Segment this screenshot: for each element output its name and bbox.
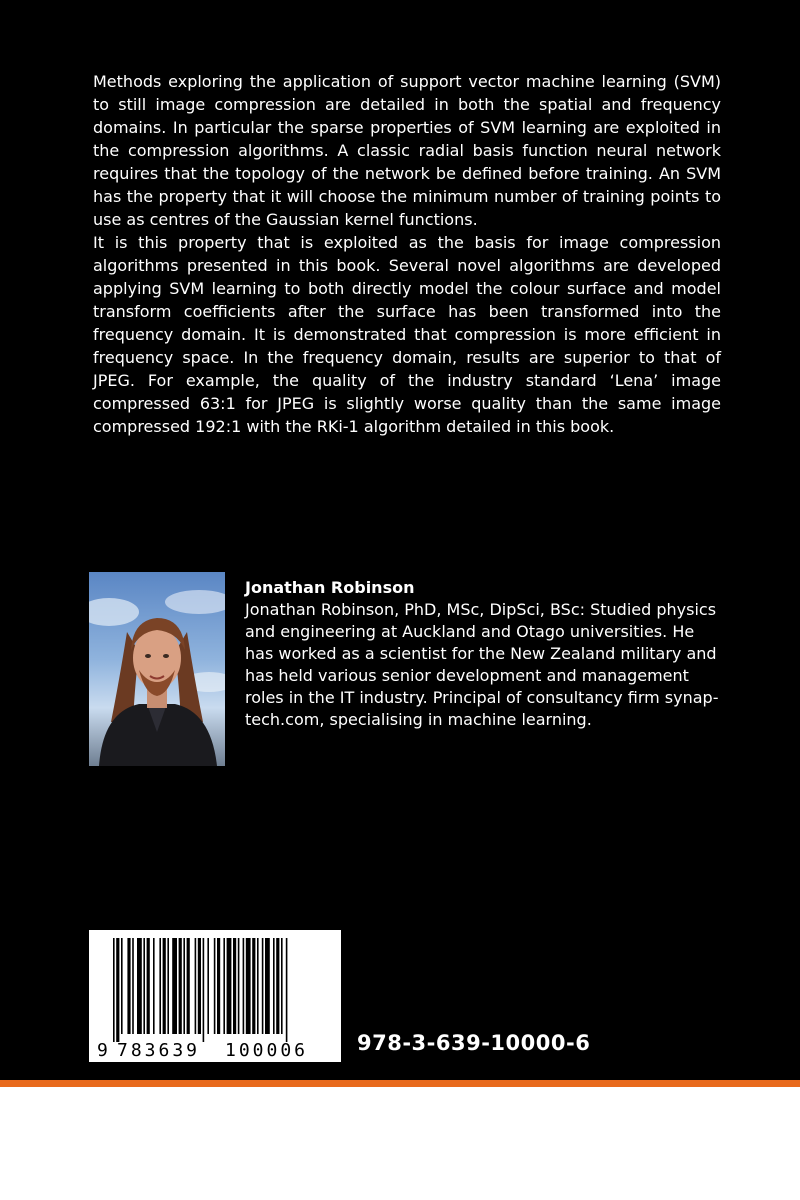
barcode-bar <box>262 938 264 1034</box>
barcode-bar <box>121 938 123 1034</box>
barcode-bar <box>187 938 190 1034</box>
barcode-bars <box>113 938 287 1042</box>
book-description <box>93 70 721 438</box>
barcode-bar <box>273 938 275 1034</box>
barcode-bar <box>227 938 232 1034</box>
author-name: Jonathan Robinson <box>245 578 415 597</box>
description-paragraph-2: It is this property that is exploited as the basis for image compression algorithms presented in this book. Several novel algorithms are developed applying SVM learning to both directly model the colour surface and model transform coefficients after the surface has been transformed into the frequency domain. It is demonstrated that compression is more efficient in frequency space. In the frequency domain, results are superior to that of JPEG. For example, the quality of the industry standard ‘Lena’ image compressed 63:1 for JPEG is slightly worse quality than the same image compressed 192:1 with the RKi-1 algorithm detailed in this book. <box>93 233 721 436</box>
barcode-lead-digit: 9 <box>97 1040 108 1061</box>
barcode <box>89 930 341 1062</box>
barcode-bar <box>252 938 255 1034</box>
barcode-right-digits: 100006 <box>225 1040 309 1061</box>
barcode-bar <box>246 938 251 1034</box>
barcode-bar <box>183 938 185 1034</box>
barcode-bar <box>265 938 270 1034</box>
barcode-bar <box>172 938 177 1034</box>
barcode-bar <box>223 938 225 1034</box>
barcode-bar <box>286 938 288 1042</box>
barcode-bar <box>203 938 205 1042</box>
barcode-left-digits: 783639 <box>117 1040 201 1061</box>
barcode-bar <box>113 938 115 1042</box>
barcode-bar <box>167 938 169 1034</box>
barcode-bar <box>281 938 283 1034</box>
barcode-bar <box>276 938 279 1034</box>
barcode-bar <box>198 938 201 1034</box>
barcode-bar <box>127 938 130 1034</box>
barcode-bar <box>179 938 182 1034</box>
barcode-bar <box>132 938 134 1034</box>
accent-band <box>0 1080 800 1087</box>
author-bio: Jonathan Robinson, PhD, MSc, DipSci, BSc: Studied physics and engineering at Auckland and Otago universities. He has worked as a scientist for the New Zealand military and has held various senior development and management roles in the IT industry. Principal of consultancy firm synap-tech.com, specialising in machine learning. <box>245 600 719 729</box>
barcode-bar <box>257 938 259 1034</box>
barcode-bar <box>116 938 119 1042</box>
barcode-bar <box>137 938 142 1034</box>
barcode-bar <box>238 938 240 1034</box>
isbn-number: 978-3-639-10000-6 <box>357 1031 591 1055</box>
barcode-bar <box>207 938 209 1034</box>
author-info <box>245 577 723 731</box>
description-paragraph-1: Methods exploring the application of support vector machine learning (SVM) to still image compression are detailed in both the spatial and frequency domains. In particular the sparse properties of SVM learning are exploited in the compression algorithms. A classic radial basis function neural network requires that the topology of the network be defined before training. An SVM has the property that it will choose the minimum number of training points to use as centres of the Gaussian kernel functions. <box>93 72 721 229</box>
barcode-bar <box>147 938 150 1034</box>
barcode-bar <box>143 938 145 1034</box>
barcode-bar <box>163 938 166 1034</box>
barcode-bar <box>233 938 236 1034</box>
barcode-bar <box>195 938 197 1034</box>
author-portrait-graphic <box>89 572 225 766</box>
barcode-bar <box>217 938 220 1034</box>
barcode-bar <box>153 938 155 1034</box>
barcode-graphic <box>89 930 341 1062</box>
barcode-bar <box>243 938 245 1034</box>
author-photo <box>89 572 225 766</box>
barcode-bar <box>214 938 216 1034</box>
barcode-bar <box>159 938 161 1034</box>
